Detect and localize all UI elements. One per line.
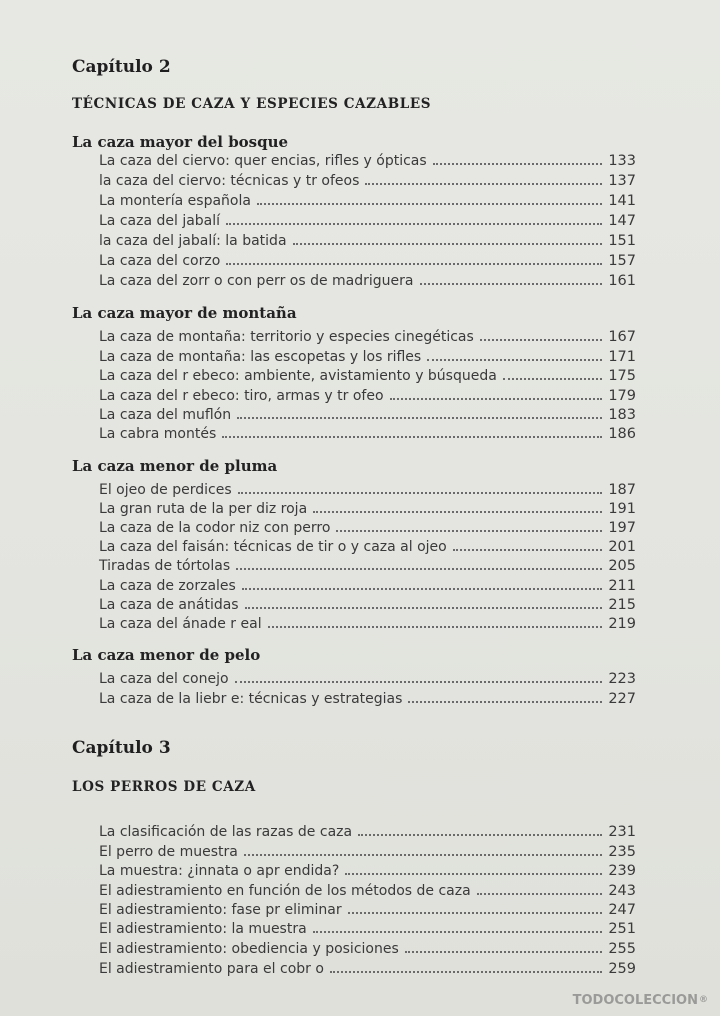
watermark-registered: ® (699, 995, 708, 1005)
entry-page: 243 (608, 882, 636, 899)
section-caza-menor-pluma: La caza menor de pluma (72, 457, 278, 475)
entry-title: La caza de la codor niz con perro (99, 520, 331, 536)
chapter-2-title: TÉCNICAS DE CAZA Y ESPECIES CAZABLES (72, 96, 432, 112)
toc-entry (99, 687, 636, 706)
entry-title: La caza de anátidas (99, 597, 239, 613)
entry-page: 235 (608, 843, 636, 860)
toc-entry (99, 478, 636, 497)
entry-title: La caza de la liebr e: técnicas y estrategias (99, 691, 403, 707)
entry-page: 239 (608, 862, 636, 879)
entry-title: La caza del corzo (99, 253, 221, 269)
dot-leader (348, 912, 603, 914)
entry-page: 151 (608, 232, 636, 249)
dot-leader (427, 359, 602, 361)
entry-page: 223 (608, 670, 636, 687)
entry-page: 201 (608, 538, 636, 555)
entry-page: 171 (608, 348, 636, 365)
entry-page: 251 (608, 920, 636, 937)
toc-entry (99, 229, 636, 248)
entry-title: El ojeo de perdices (99, 482, 232, 498)
entry-title: Tiradas de tórtolas (99, 558, 231, 574)
toc-entry (99, 516, 636, 535)
section-caza-menor-pelo: La caza menor de pelo (72, 646, 261, 664)
dot-leader (433, 163, 603, 165)
entry-title: La caza de montaña: territorio y especies cinegéticas (99, 329, 474, 345)
dot-leader (453, 549, 603, 551)
entry-page: 141 (608, 192, 636, 209)
toc-entry (99, 497, 636, 516)
dot-leader (405, 951, 603, 953)
chapter-2-label: Capítulo 2 (72, 57, 171, 77)
entry-title: La caza de montaña: las escopetas y los rifles (99, 349, 422, 365)
dot-leader (257, 203, 602, 205)
entry-page: 167 (608, 328, 636, 345)
entry-page: 231 (608, 823, 636, 840)
entry-title: La caza del faisán: técnicas de tir o y caza al ojeo (99, 539, 447, 555)
toc-entry (99, 957, 636, 976)
toc-entry (99, 574, 636, 593)
entry-title: La caza del ciervo: quer encias, rifles y ópticas (99, 153, 427, 169)
dot-leader (477, 893, 603, 895)
section-caza-mayor-bosque: La caza mayor del bosque (72, 133, 289, 151)
dot-leader (358, 834, 602, 836)
entry-page: 259 (608, 960, 636, 977)
toc-entry (99, 149, 636, 168)
section-caza-mayor-montana: La caza mayor de montaña (72, 304, 297, 322)
entry-title: la caza del jabalí: la batida (99, 233, 287, 249)
toc-entry (99, 189, 636, 208)
dot-leader (245, 607, 603, 609)
entry-title: La caza del r ebeco: tiro, armas y tr ofeo (99, 388, 384, 404)
entry-page: 255 (608, 940, 636, 957)
toc-entry (99, 249, 636, 268)
entry-page: 179 (608, 387, 636, 404)
entry-title: La clasificación de las razas de caza (99, 824, 353, 840)
toc-entry (99, 169, 636, 188)
entry-page: 161 (608, 272, 636, 289)
entry-title: El adiestramiento en función de los métodos de caza (99, 883, 471, 899)
entry-page: 186 (608, 425, 636, 442)
dot-leader (226, 263, 602, 265)
entry-page: 191 (608, 500, 636, 517)
toc-entry (99, 384, 636, 403)
entry-title: La caza de zorzales (99, 578, 236, 594)
toc-entry (99, 325, 636, 344)
dot-leader (503, 378, 602, 380)
toc-entry (99, 269, 636, 288)
entry-page: 211 (608, 577, 636, 594)
dot-leader (365, 183, 602, 185)
entry-page: 157 (608, 252, 636, 269)
dot-leader (226, 223, 602, 225)
entry-title: La muestra: ¿innata o apr endida? (99, 863, 340, 879)
entry-page: 205 (608, 557, 636, 574)
dot-leader (408, 701, 602, 703)
entry-page: 219 (608, 615, 636, 632)
toc-entry (99, 840, 636, 859)
chapter-3-label: Capítulo 3 (72, 738, 171, 758)
entry-title: El adiestramiento: obediencia y posiciones (99, 941, 399, 957)
entry-title: La caza del ánade r eal (99, 616, 262, 632)
toc-entry (99, 879, 636, 898)
entry-title: la caza del ciervo: técnicas y tr ofeos (99, 173, 360, 189)
chapter-3-title: LOS PERROS DE CAZA (72, 779, 256, 795)
entry-title: El adiestramiento: la muestra (99, 921, 307, 937)
toc-entry (99, 364, 636, 383)
dot-leader (480, 339, 603, 341)
entry-title: El perro de muestra (99, 844, 238, 860)
entry-page: 187 (608, 481, 636, 498)
toc-entry (99, 937, 636, 956)
dot-leader (330, 971, 602, 973)
toc-entry (99, 345, 636, 364)
entry-page: 197 (608, 519, 636, 536)
toc-entry (99, 422, 636, 441)
toc-entry (99, 859, 636, 878)
entry-title: La caza del jabalí (99, 213, 221, 229)
dot-leader (242, 588, 602, 590)
entry-page: 247 (608, 901, 636, 918)
toc-entry (99, 612, 636, 631)
entry-title: La caza del r ebeco: ambiente, avistamiento y búsqueda (99, 368, 497, 384)
entry-title: La gran ruta de la per diz roja (99, 501, 308, 517)
entry-page: 215 (608, 596, 636, 613)
entry-page: 133 (608, 152, 636, 169)
toc-entry (99, 403, 636, 422)
entry-title: La cabra montés (99, 426, 217, 442)
watermark-logo (573, 993, 708, 1008)
toc-entry (99, 820, 636, 839)
toc-entry (99, 535, 636, 554)
entry-title: La caza del zorr o con perr os de madriguera (99, 273, 414, 289)
dot-leader (235, 681, 603, 683)
entry-title: El adiestramiento: fase pr eliminar (99, 902, 342, 918)
entry-title: La montería española (99, 193, 251, 209)
dot-leader (390, 398, 603, 400)
entry-page: 227 (608, 690, 636, 707)
dot-leader (237, 417, 602, 419)
dot-leader (313, 931, 603, 933)
dot-leader (313, 511, 602, 513)
toc-entry (99, 593, 636, 612)
dot-leader (420, 283, 603, 285)
dot-leader (268, 626, 603, 628)
entry-page: 137 (608, 172, 636, 189)
dot-leader (336, 530, 602, 532)
toc-entry (99, 917, 636, 936)
entry-page: 183 (608, 406, 636, 423)
entry-title: La caza del muflón (99, 407, 232, 423)
dot-leader (345, 873, 602, 875)
toc-entry (99, 554, 636, 573)
toc-entry (99, 209, 636, 228)
toc-entry (99, 667, 636, 686)
entry-title: La caza del conejo (99, 671, 229, 687)
toc-entry (99, 898, 636, 917)
dot-leader (222, 436, 602, 438)
dot-leader (236, 568, 602, 570)
entry-page: 147 (608, 212, 636, 229)
dot-leader (244, 854, 602, 856)
watermark-text: TODOCOLECCION (572, 993, 698, 1008)
dot-leader (293, 243, 603, 245)
dot-leader (238, 492, 603, 494)
entry-title: El adiestramiento para el cobr o (99, 961, 324, 977)
entry-page: 175 (608, 367, 636, 384)
